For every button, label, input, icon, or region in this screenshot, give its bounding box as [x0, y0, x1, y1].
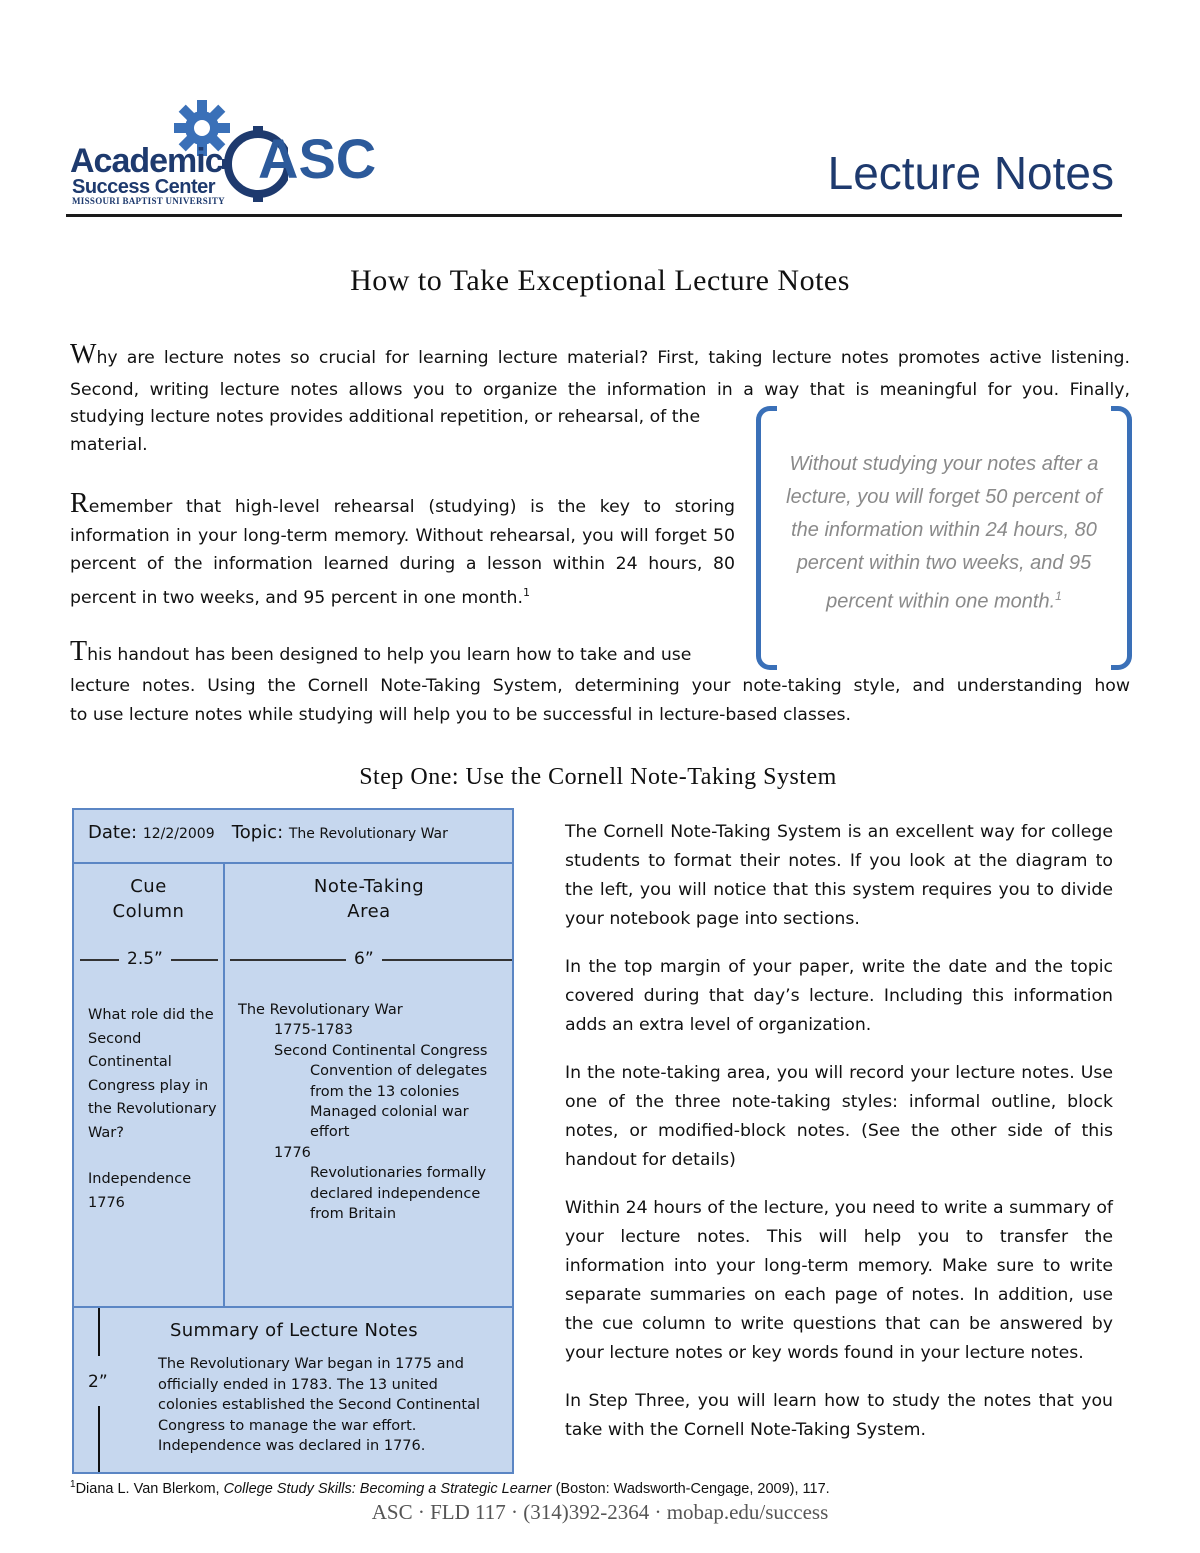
summary-height-label: 2”	[88, 1372, 108, 1392]
logo-success-center-text: Success Center	[72, 176, 216, 198]
summary-measure-line	[98, 1308, 100, 1356]
footnote: $^1$Diana L. Van Blerkom, College Study Skills: Becoming a Strategic Learner (Boston: Wadsworth-Cengage, 2009), 117.	[70, 1479, 830, 1497]
intro-paragraph-2: Remember that high-level rehearsal (studying) is the key to storing information in your long-term memory. Without rehearsal, you will forget 50 percent of the information learned during a lesson within 24 hours, 80 percent in two weeks, and 95 percent in one month.$^1$	[70, 488, 735, 608]
note-line: The Revolutionary War	[238, 1002, 403, 1018]
diagram-date-topic: Date: 12/2/2009 Topic: The Revolutionary War	[88, 822, 448, 843]
intro-paragraph-3: This handout has been designed to help you learn how to take and use lecture notes. Using the Cornell Note-Taking System, determining your note-taking style, and understanding how to use lecture notes while studying will help you to be successful in lecture-based classes.	[70, 636, 1130, 725]
step-one-paragraph: The Cornell Note-Taking System is an excellent way for college students to format their notes. If you look at the diagram to the left, you will notice that this system requires you to divide your notebook page into sections.	[565, 822, 1113, 929]
note-line: Second Continental Congress	[274, 1042, 488, 1059]
cue-width-label: 2.5”	[119, 949, 171, 969]
cornell-diagram	[72, 808, 514, 1474]
document-title: Lecture Notes	[827, 147, 1114, 199]
note-line: Managed colonial war effort	[310, 1104, 469, 1141]
cue-column-content: What role did the Second Continental Congress play in the Revolutionary War? Independence 1776	[88, 1007, 217, 1211]
right-bracket	[1111, 406, 1132, 670]
drop-cap: R	[70, 488, 89, 519]
step-one-paragraph: In Step Three, you will learn how to study the notes that you take with the Cornell Note-Taking System.	[565, 1391, 1113, 1440]
drop-cap: W	[70, 339, 97, 370]
note-taking-content	[238, 1000, 508, 1224]
cue-column-heading: Cue Column	[112, 876, 185, 922]
asc-logo	[70, 96, 377, 206]
note-width-label: 6”	[346, 949, 382, 969]
note-line: Convention of delegates from the 13 colonies	[310, 1063, 488, 1100]
note-line: Revolutionaries formally declared independence from Britain	[310, 1165, 487, 1223]
summary-heading: Summary of Lecture Notes	[170, 1320, 418, 1341]
step-one-paragraph: In the note-taking area, you will record your lecture notes. Use one of the three note-taking styles: informal outline, block notes, or modified-block notes. (See the other side of this handout for details)	[565, 1063, 1113, 1170]
main-heading: How to Take Exceptional Lecture Notes	[350, 264, 850, 297]
pull-quote	[756, 406, 1132, 664]
footer-contact: ASC · FLD 117 · (314)392-2364 · mobap.edu/success	[371, 1500, 829, 1524]
logo-university-text: MISSOURI BAPTIST UNIVERSITY	[72, 196, 225, 206]
note-line: 1776	[274, 1144, 311, 1161]
step-one-heading: Step One: Use the Cornell Note-Taking System	[359, 764, 837, 790]
drop-cap: T	[70, 636, 88, 667]
logo-academic-text: Academic	[70, 142, 223, 180]
summary-content: The Revolutionary War began in 1775 and officially ended in 1783. The 13 united colonies established the Second Continental Congress to manage the war effort. Independence was declared in 1776.	[158, 1356, 481, 1454]
logo-acronym: ASC	[258, 127, 377, 190]
diagram-header	[74, 810, 512, 864]
summary-divider	[74, 1306, 512, 1308]
header-divider	[66, 214, 1122, 217]
intro-paragraph-1: Why are lecture notes so crucial for learning lecture material? First, taking lecture notes promotes active listening. Second, writing lecture notes allows you to organize the information in a way that is meaningful for you. Finally, studying lecture notes provides additional repetition, or rehearsal, of the material.	[70, 339, 1130, 455]
note-line: 1775-1783	[274, 1022, 354, 1039]
pull-quote-text: Without studying your notes after a lecture, you will forget 50 percent of the information within 24 hours, 80 percent within two weeks, and 95 percent within one month.$^1$	[786, 453, 1102, 613]
cue-divider	[223, 862, 225, 1308]
step-one-paragraph: Within 24 hours of the lecture, you need to write a summary of your lecture notes. This will help you to transfer the information into your long-term memory. Make sure to write separate summaries on each page of notes. In addition, use the cue column to write questions that can be answered by your lecture notes or key words found in your lecture notes.	[565, 1198, 1113, 1363]
note-area-heading: Note-Taking Area	[313, 876, 425, 922]
step-one-paragraph: In the top margin of your paper, write the date and the topic covered during that day’s lecture. Including this information adds an extra level of organization.	[565, 957, 1113, 1035]
footnote-mark: 1	[522, 585, 530, 599]
summary-measure-line	[98, 1406, 100, 1472]
step-one-text	[565, 818, 1113, 1445]
